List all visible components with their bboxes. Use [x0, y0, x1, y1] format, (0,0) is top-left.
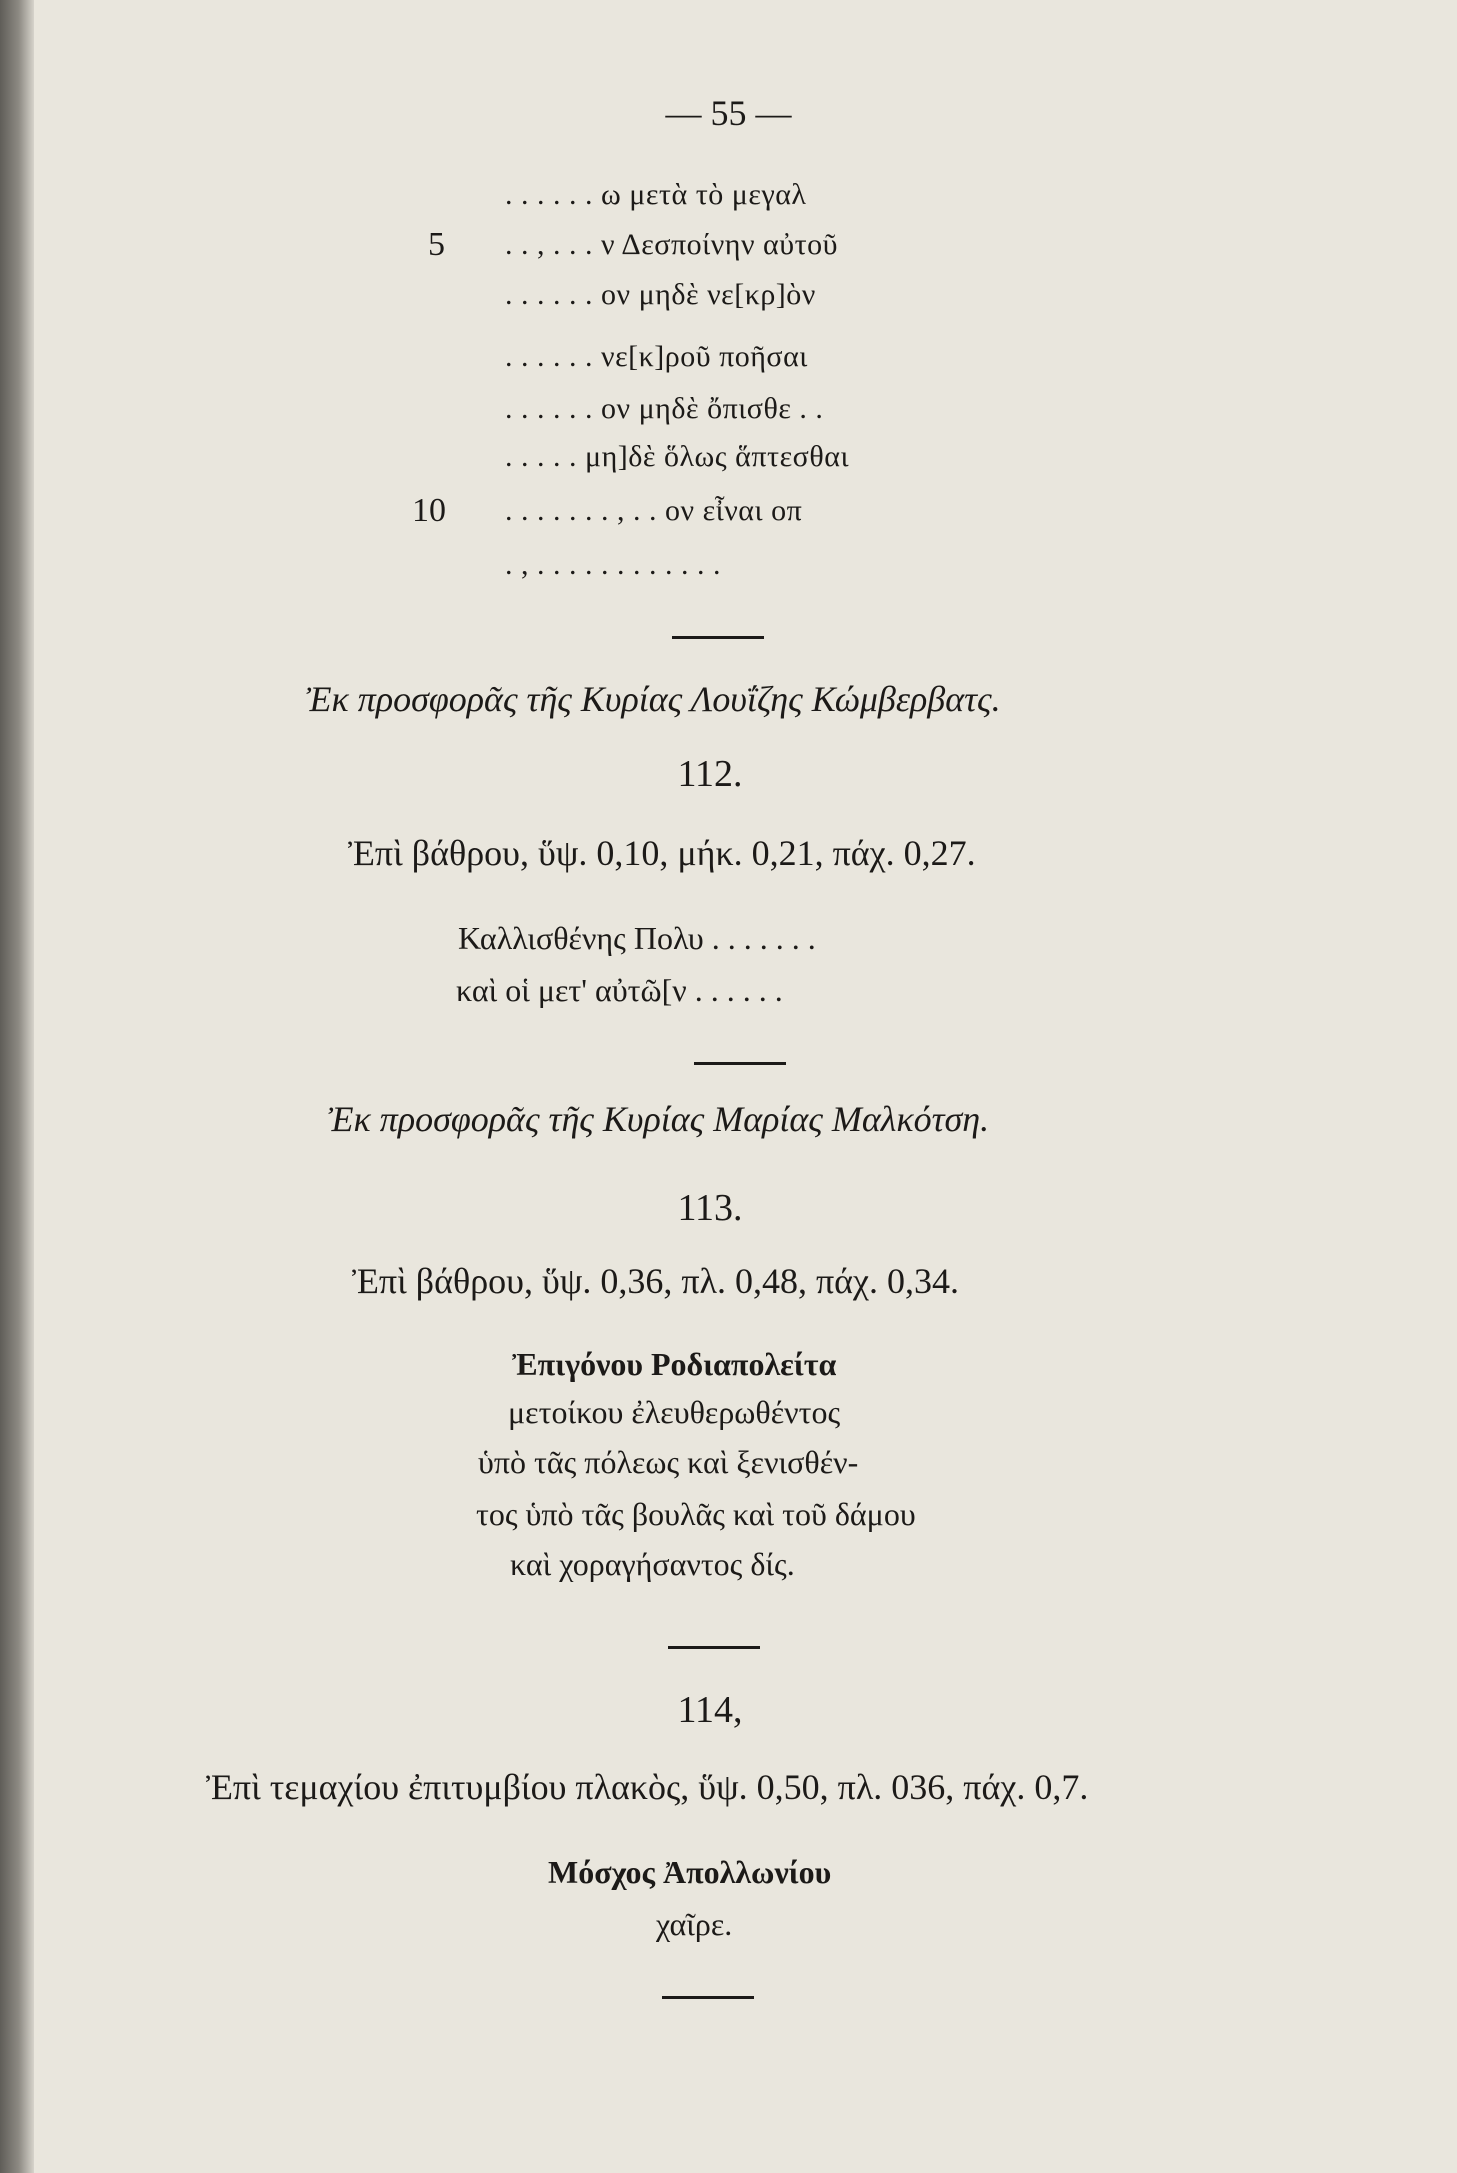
offering-line: Ἐκ προσφορᾶς τῆς Κυρίας Λουΐζης Κώμβερβατς. [306, 679, 1001, 719]
inscription-line: . . . . . . νε[κ]ροῦ ποῆσαι [505, 340, 808, 373]
measurements: Ἐπὶ βάθρου, ὕψ. 0,10, μήκ. 0,21, πάχ. 0,27. [348, 833, 976, 873]
measurements: Ἐπὶ τεμαχίου ἐπιτυμβίου πλακὸς, ὕψ. 0,50, πλ. 036, πάχ. 0,7. [206, 1767, 1089, 1807]
inscription-line: Μόσχος Ἀπολλωνίου [548, 1854, 832, 1890]
inscription-line: Καλλισθένης Πολυ . . . . . . . [458, 920, 816, 956]
line-number: 5 [428, 226, 445, 263]
inscription-line: . . . . . . . , . . ον εἶναι οπ [505, 494, 803, 527]
inscription-line: μετοίκου ἐλευθερωθέντος [508, 1394, 841, 1430]
inscription-line: . , . . . . . . . . . . . . [505, 548, 721, 581]
section-divider [694, 1062, 786, 1065]
measurements: Ἐπὶ βάθρου, ὕψ. 0,36, πλ. 0,48, πάχ. 0,34. [352, 1261, 960, 1301]
section-divider [672, 636, 764, 639]
offering-line: Ἐκ προσφορᾶς τῆς Κυρίας Μαρίας Μαλκότση. [328, 1099, 990, 1139]
entry-number: 113. [677, 1187, 743, 1229]
inscription-line: χαῖρε. [656, 1906, 733, 1942]
section-divider [662, 1996, 754, 1999]
inscription-line: ὑπὸ τᾶς πόλεως καὶ ξενισθέν- [478, 1444, 859, 1480]
inscription-line: . . . . . . ον μηδὲ ὄπισθε . . [505, 392, 824, 425]
line-number: 10 [412, 492, 446, 529]
inscription-line: Ἐπιγόνου Ροδιαπολείτα [512, 1346, 837, 1382]
inscription-line: καὶ οἱ μετ' αὐτῶ[ν . . . . . . [456, 972, 783, 1008]
page-number: — 55 — [665, 93, 792, 133]
section-divider [668, 1646, 760, 1649]
entry-number: 112. [677, 753, 743, 795]
inscription-line: τος ὑπὸ τᾶς βουλᾶς καὶ τοῦ δάμου [476, 1496, 916, 1532]
inscription-line: . . , . . . ν Δεσποίνην αὐτοῦ [505, 228, 838, 261]
inscription-line: . . . . . . ω μετὰ τὸ μεγαλ [505, 178, 807, 211]
inscription-line: . . . . . . ον μηδὲ νε[κρ]ὸν [505, 278, 816, 311]
inscription-line: καὶ χοραγήσαντος δίς. [510, 1546, 795, 1582]
inscription-line: . . . . . μη]δὲ ὅλως ἅπτεσθαι [505, 440, 850, 473]
entry-number: 114, [677, 1689, 743, 1731]
